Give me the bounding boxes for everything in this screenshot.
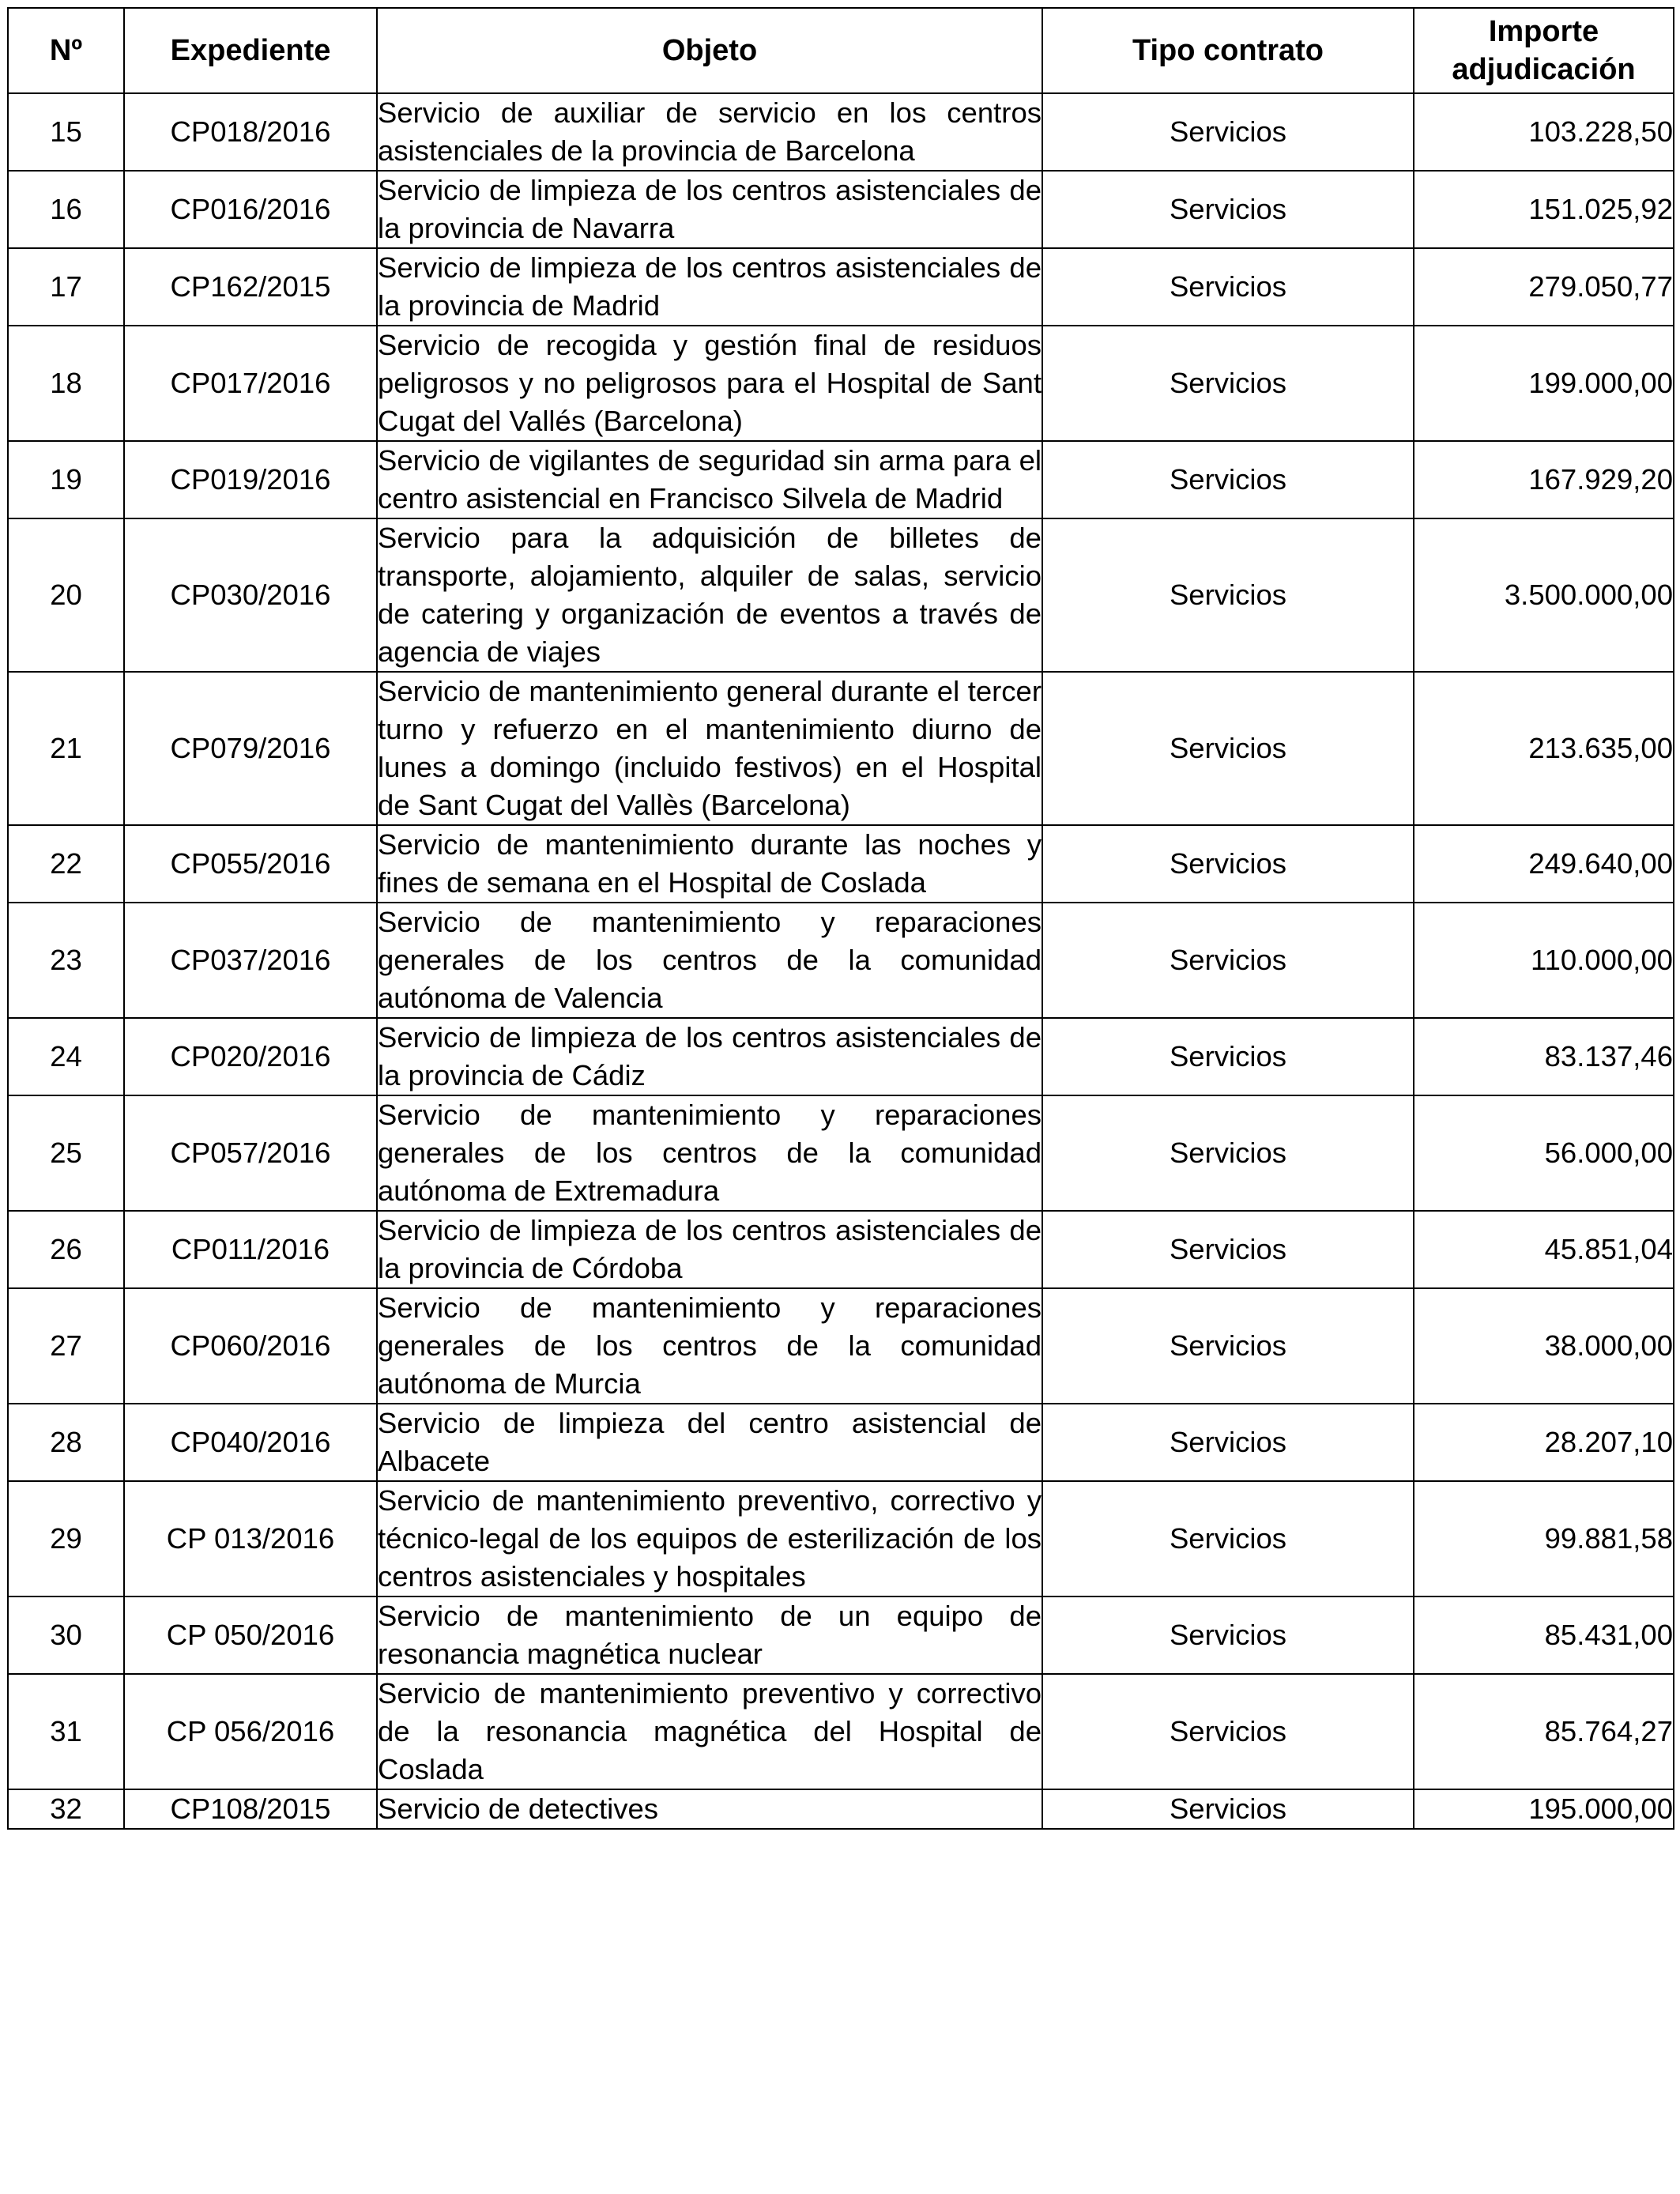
table-row — [8, 171, 1674, 248]
header-importe-adjudicacion — [1414, 8, 1674, 93]
cell-tipo-contrato: Servicios — [1042, 1404, 1414, 1481]
cell-expediente: CP 013/2016 — [124, 1481, 377, 1596]
cell-objeto: Servicio de limpieza de los centros asistenciales de la provincia de Madrid — [377, 248, 1042, 326]
table-row — [8, 1596, 1674, 1674]
cell-importe: 213.635,00 — [1414, 672, 1674, 825]
cell-num: 27 — [8, 1288, 124, 1404]
cell-num: 30 — [8, 1596, 124, 1674]
cell-objeto: Servicio de mantenimiento de un equipo de resonancia magnética nuclear — [377, 1596, 1042, 1674]
cell-expediente: CP 050/2016 — [124, 1596, 377, 1674]
cell-tipo-contrato: Servicios — [1042, 1596, 1414, 1674]
table-row — [8, 1095, 1674, 1211]
cell-importe: 38.000,00 — [1414, 1288, 1674, 1404]
table-row — [8, 825, 1674, 903]
cell-num: 15 — [8, 93, 124, 171]
cell-importe: 279.050,77 — [1414, 248, 1674, 326]
cell-importe: 151.025,92 — [1414, 171, 1674, 248]
cell-objeto: Servicio de mantenimiento y reparaciones generales de los centros de la comunidad autónoma de Valencia — [377, 903, 1042, 1018]
cell-expediente: CP108/2015 — [124, 1789, 377, 1829]
cell-num: 20 — [8, 518, 124, 672]
table-row — [8, 1288, 1674, 1404]
cell-expediente: CP162/2015 — [124, 248, 377, 326]
table-row — [8, 1789, 1674, 1829]
cell-objeto: Servicio de mantenimiento y reparaciones generales de los centros de la comunidad autónoma de Murcia — [377, 1288, 1042, 1404]
cell-importe: 167.929,20 — [1414, 441, 1674, 518]
cell-tipo-contrato: Servicios — [1042, 1288, 1414, 1404]
contracts-table — [7, 7, 1674, 1830]
cell-objeto: Servicio de mantenimiento general durante el tercer turno y refuerzo en el mantenimiento diurno de lunes a domingo (incluido festivos) en el Hospital de Sant Cugat del Vallès (Barcelona) — [377, 672, 1042, 825]
cell-num: 21 — [8, 672, 124, 825]
cell-importe: 85.431,00 — [1414, 1596, 1674, 1674]
cell-importe: 110.000,00 — [1414, 903, 1674, 1018]
cell-num: 23 — [8, 903, 124, 1018]
cell-tipo-contrato: Servicios — [1042, 441, 1414, 518]
cell-objeto: Servicio de limpieza de los centros asistenciales de la provincia de Córdoba — [377, 1211, 1042, 1288]
cell-objeto: Servicio de limpieza de los centros asistenciales de la provincia de Cádiz — [377, 1018, 1042, 1095]
cell-num: 17 — [8, 248, 124, 326]
cell-num: 26 — [8, 1211, 124, 1288]
cell-tipo-contrato: Servicios — [1042, 326, 1414, 441]
cell-importe: 103.228,50 — [1414, 93, 1674, 171]
cell-num: 18 — [8, 326, 124, 441]
cell-tipo-contrato: Servicios — [1042, 248, 1414, 326]
header-importe-line1: Importe — [1488, 15, 1599, 48]
cell-expediente: CP019/2016 — [124, 441, 377, 518]
cell-expediente: CP055/2016 — [124, 825, 377, 903]
cell-importe: 99.881,58 — [1414, 1481, 1674, 1596]
table-row — [8, 672, 1674, 825]
cell-num: 32 — [8, 1789, 124, 1829]
cell-objeto: Servicio de auxiliar de servicio en los centros asistenciales de la provincia de Barcelona — [377, 93, 1042, 171]
cell-tipo-contrato: Servicios — [1042, 825, 1414, 903]
cell-objeto: Servicio de mantenimiento durante las noches y fines de semana en el Hospital de Coslada — [377, 825, 1042, 903]
cell-num: 31 — [8, 1674, 124, 1789]
cell-importe: 85.764,27 — [1414, 1674, 1674, 1789]
cell-num: 29 — [8, 1481, 124, 1596]
cell-importe: 3.500.000,00 — [1414, 518, 1674, 672]
cell-expediente: CP017/2016 — [124, 326, 377, 441]
cell-tipo-contrato: Servicios — [1042, 903, 1414, 1018]
cell-num: 16 — [8, 171, 124, 248]
table-row — [8, 903, 1674, 1018]
cell-tipo-contrato: Servicios — [1042, 1481, 1414, 1596]
cell-tipo-contrato: Servicios — [1042, 518, 1414, 672]
cell-objeto: Servicio de mantenimiento y reparaciones generales de los centros de la comunidad autónoma de Extremadura — [377, 1095, 1042, 1211]
cell-tipo-contrato: Servicios — [1042, 1018, 1414, 1095]
cell-importe: 56.000,00 — [1414, 1095, 1674, 1211]
cell-expediente: CP 056/2016 — [124, 1674, 377, 1789]
header-importe-line2: adjudicación — [1452, 53, 1636, 86]
cell-tipo-contrato: Servicios — [1042, 1674, 1414, 1789]
cell-objeto: Servicio de detectives — [377, 1789, 1042, 1829]
cell-expediente: CP040/2016 — [124, 1404, 377, 1481]
table-row — [8, 441, 1674, 518]
cell-expediente: CP079/2016 — [124, 672, 377, 825]
cell-num: 24 — [8, 1018, 124, 1095]
cell-tipo-contrato: Servicios — [1042, 672, 1414, 825]
cell-importe: 28.207,10 — [1414, 1404, 1674, 1481]
cell-objeto: Servicio de limpieza del centro asistencial de Albacete — [377, 1404, 1042, 1481]
header-tipo-contrato: Tipo contrato — [1042, 8, 1414, 93]
cell-objeto: Servicio de vigilantes de seguridad sin arma para el centro asistencial en Francisco Silvela de Madrid — [377, 441, 1042, 518]
cell-expediente: CP016/2016 — [124, 171, 377, 248]
cell-tipo-contrato: Servicios — [1042, 93, 1414, 171]
table-row — [8, 518, 1674, 672]
cell-expediente: CP030/2016 — [124, 518, 377, 672]
cell-importe: 195.000,00 — [1414, 1789, 1674, 1829]
table-row — [8, 1674, 1674, 1789]
cell-importe: 83.137,46 — [1414, 1018, 1674, 1095]
cell-tipo-contrato: Servicios — [1042, 1211, 1414, 1288]
header-objeto: Objeto — [377, 8, 1042, 93]
cell-expediente: CP060/2016 — [124, 1288, 377, 1404]
cell-importe: 199.000,00 — [1414, 326, 1674, 441]
cell-expediente: CP020/2016 — [124, 1018, 377, 1095]
table-row — [8, 248, 1674, 326]
cell-num: 28 — [8, 1404, 124, 1481]
table-row — [8, 1018, 1674, 1095]
cell-expediente: CP011/2016 — [124, 1211, 377, 1288]
table-row — [8, 1481, 1674, 1596]
cell-expediente: CP018/2016 — [124, 93, 377, 171]
cell-objeto: Servicio de recogida y gestión final de residuos peligrosos y no peligrosos para el Hospital de Sant Cugat del Vallés (Barcelona) — [377, 326, 1042, 441]
cell-num: 22 — [8, 825, 124, 903]
cell-objeto: Servicio para la adquisición de billetes de transporte, alojamiento, alquiler de salas, servicio de catering y organización de eventos a través de agencia de viajes — [377, 518, 1042, 672]
table-header — [8, 8, 1674, 93]
table-row — [8, 1404, 1674, 1481]
cell-importe: 249.640,00 — [1414, 825, 1674, 903]
cell-num: 25 — [8, 1095, 124, 1211]
cell-importe: 45.851,04 — [1414, 1211, 1674, 1288]
cell-tipo-contrato: Servicios — [1042, 171, 1414, 248]
table-row — [8, 93, 1674, 171]
table-row — [8, 1211, 1674, 1288]
cell-num: 19 — [8, 441, 124, 518]
cell-objeto: Servicio de limpieza de los centros asistenciales de la provincia de Navarra — [377, 171, 1042, 248]
cell-expediente: CP037/2016 — [124, 903, 377, 1018]
cell-tipo-contrato: Servicios — [1042, 1095, 1414, 1211]
cell-tipo-contrato: Servicios — [1042, 1789, 1414, 1829]
header-expediente: Expediente — [124, 8, 377, 93]
cell-objeto: Servicio de mantenimiento preventivo, correctivo y técnico-legal de los equipos de esterilización de los centros asistenciales y hospitales — [377, 1481, 1042, 1596]
cell-expediente: CP057/2016 — [124, 1095, 377, 1211]
table-body — [8, 93, 1674, 1829]
header-row — [8, 8, 1674, 93]
header-num: Nº — [8, 8, 124, 93]
cell-objeto: Servicio de mantenimiento preventivo y correctivo de la resonancia magnética del Hospital de Coslada — [377, 1674, 1042, 1789]
table-row — [8, 326, 1674, 441]
